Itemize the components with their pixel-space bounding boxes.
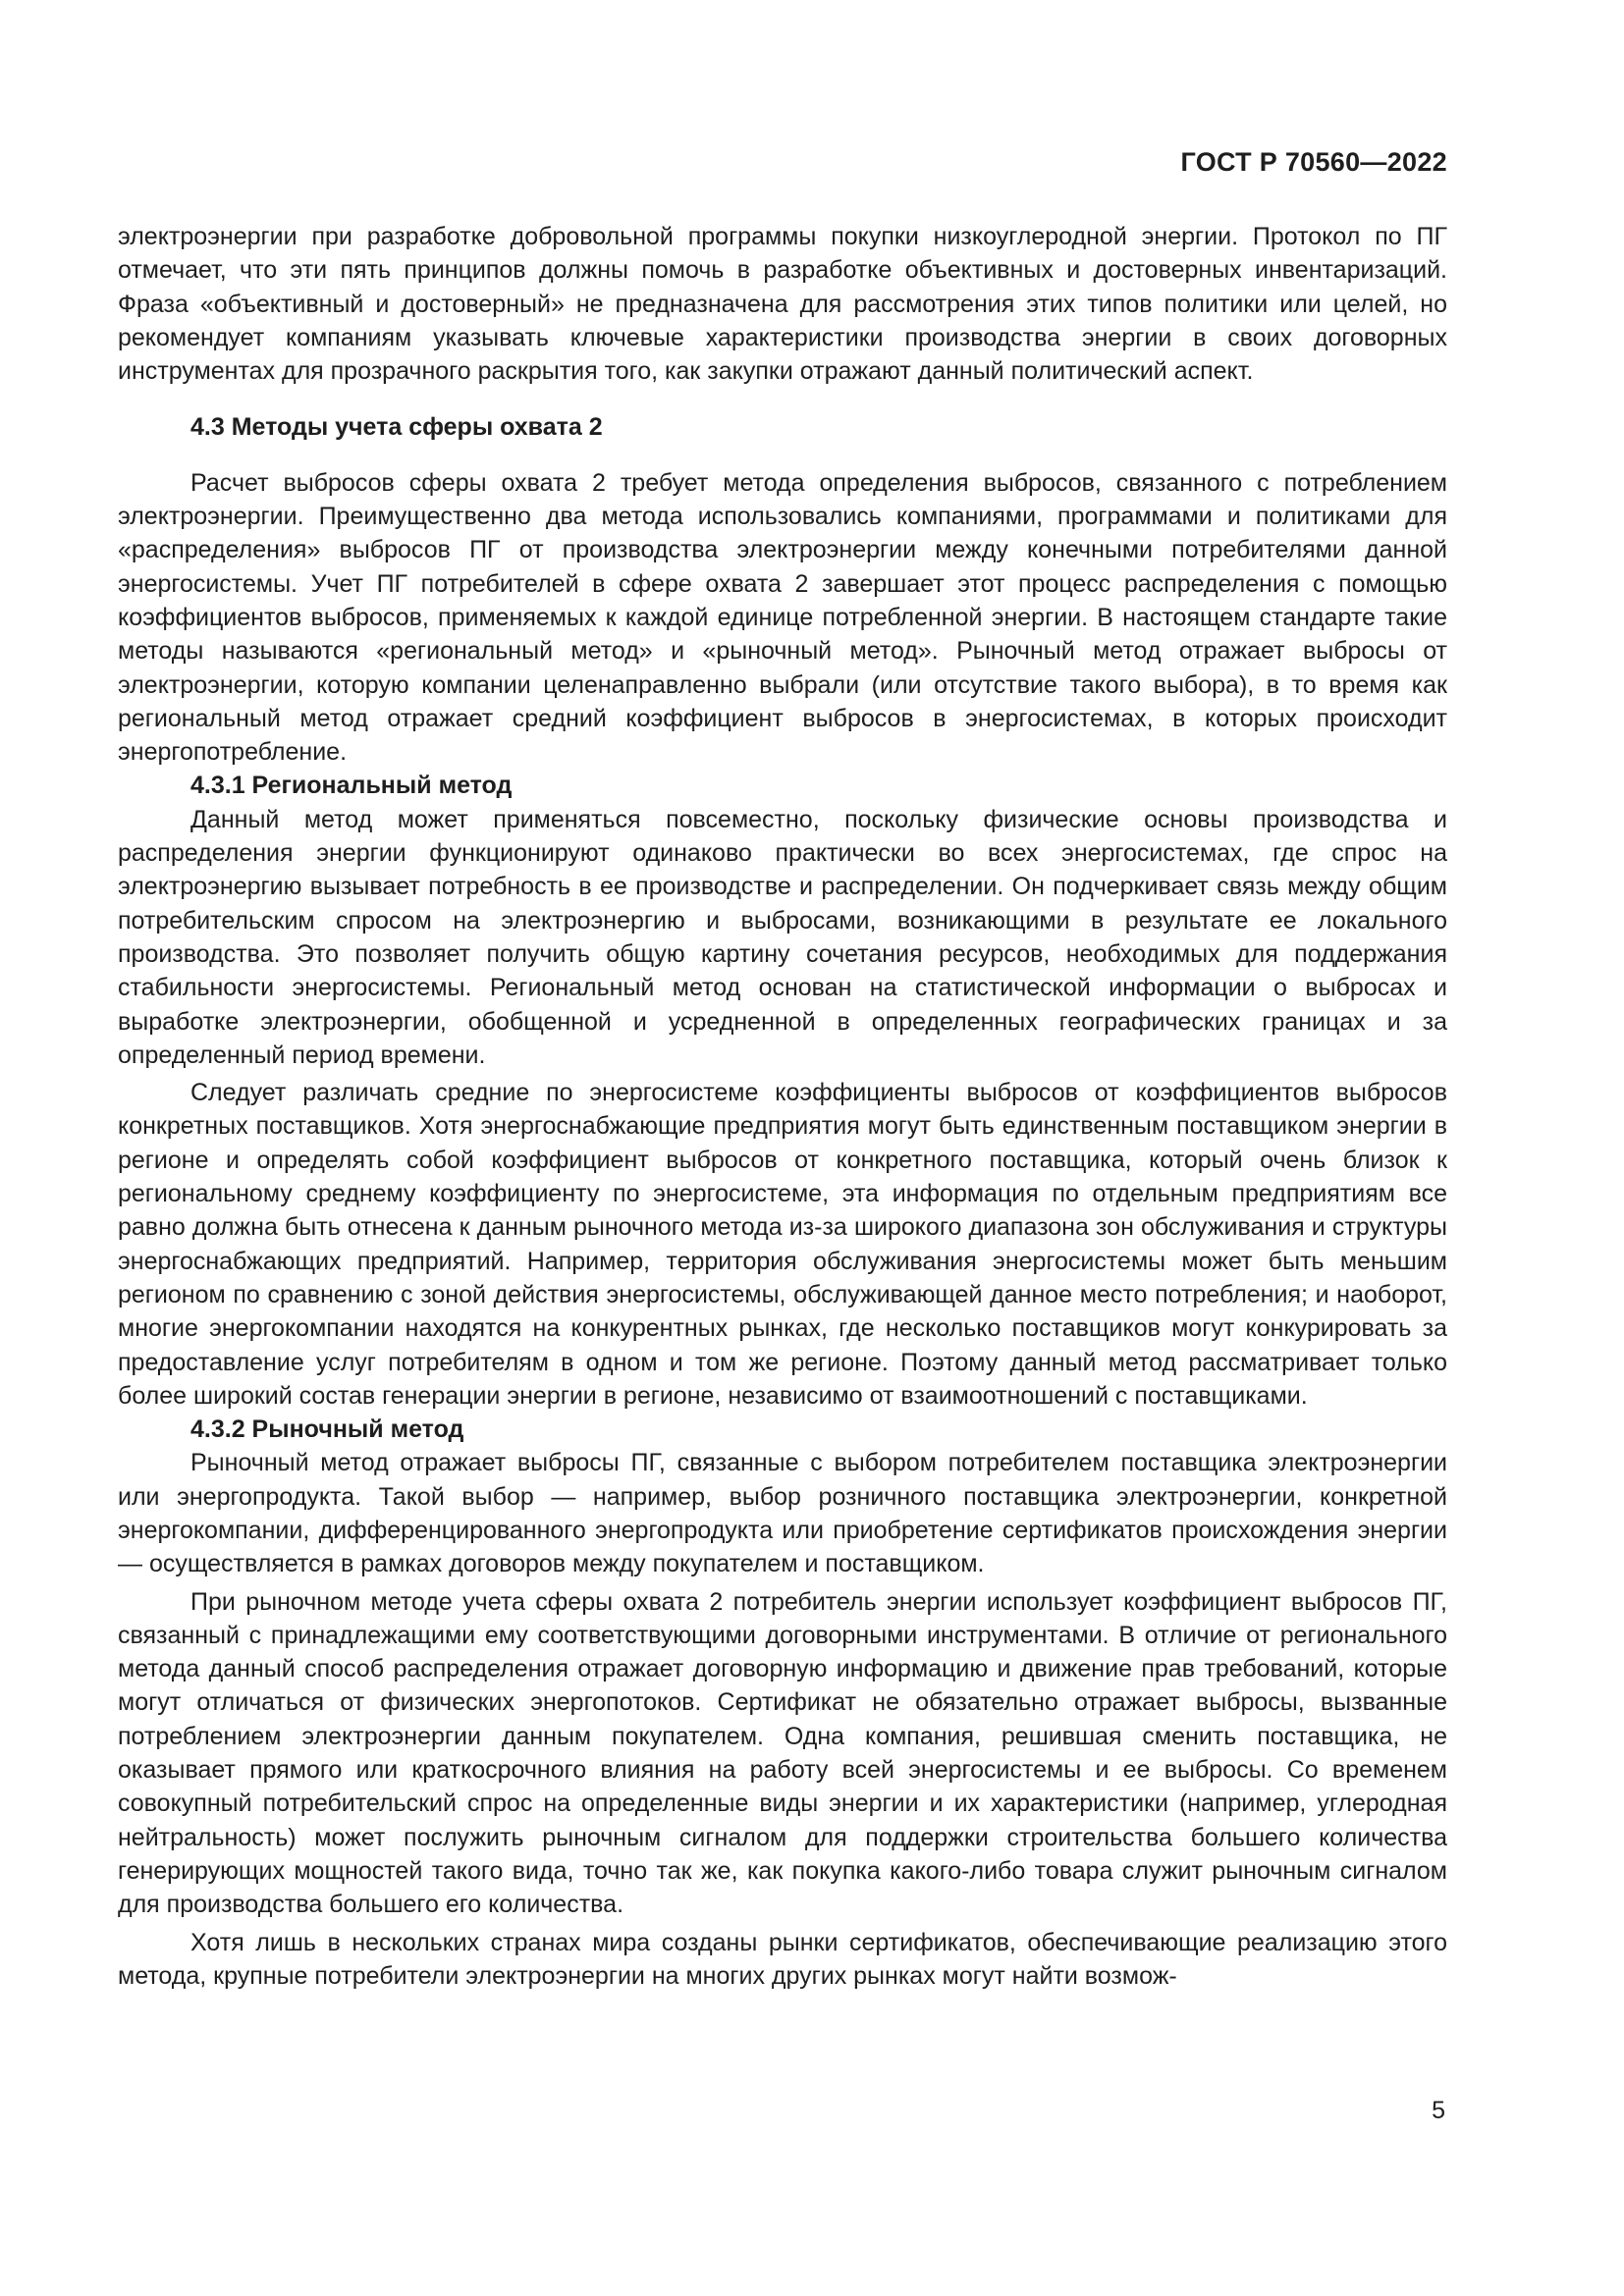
page-number: 5: [1432, 2097, 1445, 2124]
paragraph: Хотя лишь в нескольких странах мира созданы рынки сертификатов, обеспечивающие реализацию этого метода, крупные потребители электроэнергии на многих других рынках могут найти возмож-: [118, 1928, 1447, 1990]
paragraph: Следует различать средние по энергосистеме коэффициенты выбросов от коэффициентов выбросов конкретных поставщиков. Хотя энергоснабжающие предприятия могут быть единственным поставщиком энергии в регионе и определять собой коэффициент выбросов от конкретного поставщика, который очень близок к региональному среднему коэффициенту по энергосистеме, эта информация по отдельным предприятиям все равно должна быть отнесена к данным рыночного метода из-за широкого диапазона зон обслуживания и структуры энергоснабжающих предприятий. Например, территория обслуживания энергосистемы может быть меньшим регионом по сравнению с зоной действия энергосистемы, обслуживающей данное место потребления; и наоборот, многие энергокомпании находятся на конкурентных рынках, где несколько поставщиков могут конкурировать за предоставление услуг потребителям в одном и том же регионе. Поэтому данный метод рассматривает только более широкий состав генерации энергии в регионе, независимо от взаимоотношений с поставщиками.: [118, 1079, 1447, 1410]
subsection-heading-4-3-2: 4.3.2 Рыночный метод: [190, 1415, 464, 1444]
paragraph: Рыночный метод отражает выбросы ПГ, связанные с выбором потребителем поставщика электроэнергии или энергопродукта. Такой выбор — например, выбор розничного поставщика электроэнергии, конкретной энергокомпании, дифференцированного энергопродукта или приобретение сертификатов происхождения энергии — осуществляется в рамках договоров между покупателем и поставщиком.: [118, 1449, 1447, 1578]
paragraph-continuation: электроэнергии при разработке добровольной программы покупки низкоуглеродной энергии. Протокол по ПГ отмечает, что эти пять принципов должны помочь в разработке объективных и достоверных инвентаризаций. Фраза «объективный и достоверный» не предназначена для рассмотрения этих типов политики или целей, но рекомендует компаниям указывать ключевые характеристики производства энергии в своих договорных инструментах для прозрачного раскрытия того, как закупки отражают данный политический аспект.: [118, 223, 1447, 386]
document-designation: ГОСТ Р 70560—2022: [1180, 147, 1447, 177]
subsection-heading-4-3-1: 4.3.1 Региональный метод: [190, 772, 513, 800]
paragraph: Расчет выбросов сферы охвата 2 требует метода определения выбросов, связанного с потреблением электроэнергии. Преимущественно два метода использовались компаниями, программами и политиками для «распределения» выбросов ПГ от производства электроэнергии между конечными потребителями данной энергосистемы. Учет ПГ потребителей в сфере охвата 2 завершает этот процесс распределения с помощью коэффициентов выбросов, применяемых к каждой единице потребленной энергии. В настоящем стандарте такие методы называются «региональный метод» и «рыночный метод». Рыночный метод отражает выбросы от электроэнергии, которую компании целенаправленно выбрали (или отсутствие такого выбора), в то время как региональный метод отражает средний коэффициент выбросов в энергосистемах, в которых происходит энергопотребление.: [118, 468, 1447, 767]
paragraph: Данный метод может применяться повсеместно, поскольку физические основы производства и распределения энергии функционируют одинаково практически во всех энергосистемах, где спрос на электроэнергию вызывает потребность в ее производстве и распределении. Он подчеркивает связь между общим потребительским спросом на электроэнергию и выбросами, возникающими в результате ее локального производства. Это позволяет получить общую картину сочетания ресурсов, необходимых для поддержания стабильности энергосистемы. Региональный метод основан на статистической информации о выбросах и выработке электроэнергии, обобщенной и усредненной в определенных географических границах и за определенный период времени.: [118, 805, 1447, 1069]
paragraph: При рыночном методе учета сферы охвата 2 потребитель энергии использует коэффициент выбросов ПГ, связанный с принадлежащими ему соответствующими договорными инструментами. В отличие от регионального метода данный способ распределения отражает договорную информацию и движение прав требований, которые могут отличаться от физических энергопотоков. Сертификат не обязательно отражает выбросы, вызванные потреблением электроэнергии данным покупателем. Одна компания, решившая сменить поставщика, не оказывает прямого или краткосрочного влияния на работу всей энергосистемы и ее выбросы. Со временем совокупный потребительский спрос на определенные виды энергии и их характеристики (например, углеродная нейтральность) может послужить рыночным сигналом для поддержки строительства большего количества генерирующих мощностей такого вида, точно так же, как покупка какого-либо товара служит рыночным сигналом для производства большего его количества.: [118, 1587, 1447, 1919]
section-heading-4-3: 4.3 Методы учета сферы охвата 2: [190, 413, 603, 442]
page-body: [118, 220, 1447, 1993]
